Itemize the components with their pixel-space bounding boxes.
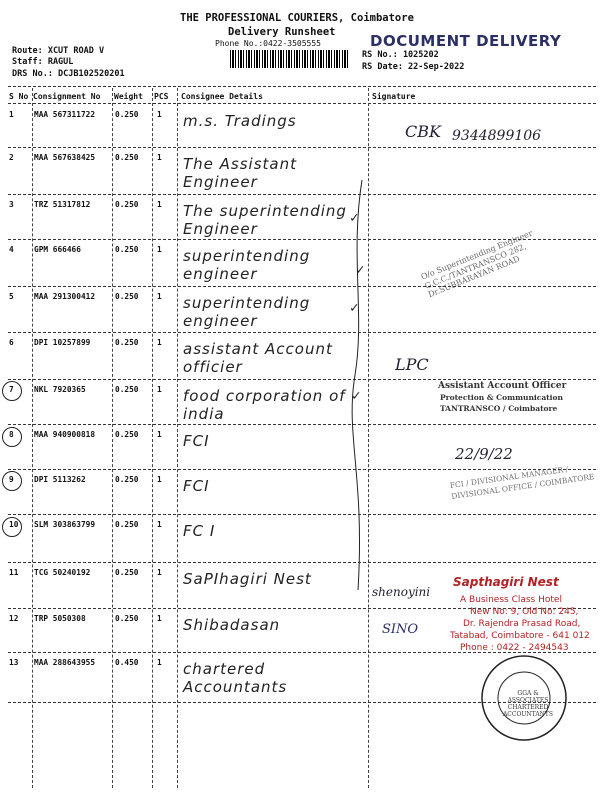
col-header-sno: S No — [9, 92, 29, 101]
circle-mark-row9 — [2, 471, 22, 491]
aao-stamp-line3: TANTRANSCO / Coimbatore — [440, 404, 558, 413]
row-consignee-details: food corporation of india — [183, 387, 346, 423]
signature-row11: shenoyini — [372, 585, 431, 599]
row-divider — [8, 194, 596, 195]
row-consignee-details: FCI — [183, 432, 210, 450]
tick-mark: ✓ — [356, 262, 365, 278]
circle-mark-row8 — [2, 427, 22, 447]
phone-number: Phone No.:0422-3505555 — [215, 39, 321, 48]
hotel-stamp-name: Sapthagiri Nest — [453, 575, 559, 589]
aao-stamp-title: Assistant Account Officer — [438, 381, 567, 391]
row-sno: 6 — [9, 338, 14, 347]
row-consignee-details: superintending engineer — [183, 247, 311, 283]
row-sno: 3 — [9, 200, 14, 209]
row-pcs: 1 — [157, 338, 162, 347]
row-divider — [8, 514, 596, 515]
barcode — [230, 50, 350, 68]
row-sno: 7 — [9, 385, 14, 394]
row-pcs: 1 — [157, 110, 162, 119]
row-consignment: SLM 303863799 — [34, 520, 96, 529]
col-divider — [32, 88, 33, 788]
row-sno: 1 — [9, 110, 14, 119]
staff-text: Staff: RAGUL — [12, 57, 74, 67]
row-weight: 0.250 — [115, 385, 139, 394]
row-consignment: DPI 5113262 — [34, 475, 86, 484]
col-header-consignee: Consignee Details — [181, 92, 263, 101]
row-weight: 0.250 — [115, 520, 139, 529]
circle-mark-row7 — [2, 381, 22, 401]
signature-row1: CBK — [405, 122, 441, 141]
row-sno: 13 — [9, 658, 19, 667]
row-consignment: MAA 567311722 — [34, 110, 96, 119]
row-consignee-details: chartered Accountants — [183, 660, 288, 696]
row-weight: 0.250 — [115, 475, 139, 484]
hotel-stamp-line4: Tatabad, Coimbatore - 641 012 — [450, 631, 590, 641]
row-pcs: 1 — [157, 430, 162, 439]
row-consignee-details: FC I — [183, 522, 216, 540]
row-consignment: DPI 10257899 — [34, 338, 91, 347]
row-divider — [8, 147, 596, 148]
tick-mark: ✓ — [350, 300, 359, 316]
row-pcs: 1 — [157, 292, 162, 301]
row-weight: 0.250 — [115, 338, 139, 347]
row-divider — [8, 424, 596, 425]
row-pcs: 1 — [157, 153, 162, 162]
row-divider — [8, 379, 596, 380]
col-divider — [152, 88, 153, 788]
row-weight: 0.250 — [115, 292, 139, 301]
circle-mark-row10 — [2, 517, 22, 537]
col-divider — [177, 88, 178, 788]
rs-date: RS Date: 22-Sep-2022 — [362, 62, 465, 72]
row-consignment: TRP 5050308 — [34, 614, 86, 623]
row-consignee-details: superintending engineer — [183, 294, 311, 330]
superintending-engineer-stamp: O/o Superintending Engineer G.C.C./TANTRANSCO 282, Dr.SUBBARAYAN ROAD — [419, 228, 534, 300]
signature-row6: LPC — [395, 355, 429, 374]
row-divider — [8, 562, 596, 563]
hotel-stamp-line5: Phone : 0422 - 2494543 — [460, 643, 569, 653]
row-sno: 8 — [9, 430, 14, 439]
row-divider — [8, 286, 596, 287]
row-weight: 0.250 — [115, 245, 139, 254]
table-header-rule — [8, 103, 596, 104]
row-consignment: MAA 567638425 — [34, 153, 96, 162]
row-weight: 0.250 — [115, 200, 139, 209]
row-sno: 12 — [9, 614, 19, 623]
row-consignment: GPM 666466 — [34, 245, 81, 254]
courier-title: THE PROFESSIONAL COURIERS, Coimbatore — [180, 12, 414, 24]
row-consignment: TRZ 51317812 — [34, 200, 91, 209]
row-pcs: 1 — [157, 200, 162, 209]
signature-row8-date: 22/9/22 — [455, 445, 513, 463]
row-consignee-details: The Assistant Engineer — [183, 155, 298, 191]
col-divider — [112, 88, 113, 788]
signature-row1-phone: 9344899106 — [452, 128, 542, 144]
scribble-line — [340, 175, 370, 595]
row-pcs: 1 — [157, 245, 162, 254]
row-sno: 10 — [9, 520, 19, 529]
hotel-stamp-line3: Dr. Rajendra Prasad Road, — [463, 619, 581, 629]
row-consignment: MAA 940900818 — [34, 430, 96, 439]
col-header-pcs: PCS — [154, 92, 169, 101]
row-pcs: 1 — [157, 520, 162, 529]
row-sno: 2 — [9, 153, 14, 162]
row-divider — [8, 469, 596, 470]
row-consignee-details: The superintending Engineer — [183, 202, 347, 238]
row-weight: 0.250 — [115, 110, 139, 119]
row-consignee-details: FCI — [183, 477, 210, 495]
row-consignee-details: SaPIhagiri Nest — [183, 570, 312, 588]
hotel-stamp-line2: New No: 9, Old No: 245, — [470, 607, 579, 617]
ca-stamp-text: GGA & ASSOCIATES CHARTERED ACCOUNTANTS — [502, 690, 554, 718]
col-header-signature: Signature — [372, 92, 416, 101]
aao-stamp-line2: Protection & Communication — [440, 393, 563, 402]
row-weight: 0.250 — [115, 568, 139, 577]
row-sno: 11 — [9, 568, 19, 577]
row-pcs: 1 — [157, 385, 162, 394]
row-weight: 0.250 — [115, 430, 139, 439]
row-consignment: MAA 291300412 — [34, 292, 96, 301]
col-header-weight: Weight — [114, 92, 143, 101]
row-weight: 0.450 — [115, 658, 139, 667]
row-pcs: 1 — [157, 568, 162, 577]
rs-number: RS No.: 1025202 — [362, 50, 439, 60]
hotel-stamp-line1: A Business Class Hotel — [460, 595, 562, 605]
tick-mark: ✓ — [352, 388, 361, 404]
row-sno: 9 — [9, 475, 14, 484]
fci-stamp: FCI / DIVISIONAL MANAGER / DIVISIONAL OFFICE / COIMBATORE — [449, 464, 595, 502]
route-text: Route: XCUT ROAD V — [12, 46, 105, 56]
row-consignee-details: m.s. Tradings — [183, 112, 297, 130]
row-sno: 5 — [9, 292, 14, 301]
row-consignee-details: Shibadasan — [183, 616, 281, 634]
document-delivery-stamp: DOCUMENT DELIVERY — [370, 32, 562, 50]
row-sno: 4 — [9, 245, 14, 254]
row-consignee-details: assistant Account officier — [183, 340, 333, 376]
table-top-rule — [8, 86, 596, 87]
runsheet-subtitle: Delivery Runsheet — [228, 26, 336, 38]
row-weight: 0.250 — [115, 153, 139, 162]
row-divider — [8, 332, 596, 333]
signature-row12: SINO — [382, 622, 419, 637]
col-header-consignment: Consignment No — [33, 92, 101, 101]
row-pcs: 1 — [157, 475, 162, 484]
row-consignment: TCG 50240192 — [34, 568, 91, 577]
row-consignment: MAA 288643955 — [34, 658, 96, 667]
row-consignment: NKL 7920365 — [34, 385, 86, 394]
tick-mark: ✓ — [350, 210, 359, 226]
row-pcs: 1 — [157, 658, 162, 667]
row-weight: 0.250 — [115, 614, 139, 623]
drs-number: DRS No.: DCJB102520201 — [12, 69, 125, 79]
row-pcs: 1 — [157, 614, 162, 623]
